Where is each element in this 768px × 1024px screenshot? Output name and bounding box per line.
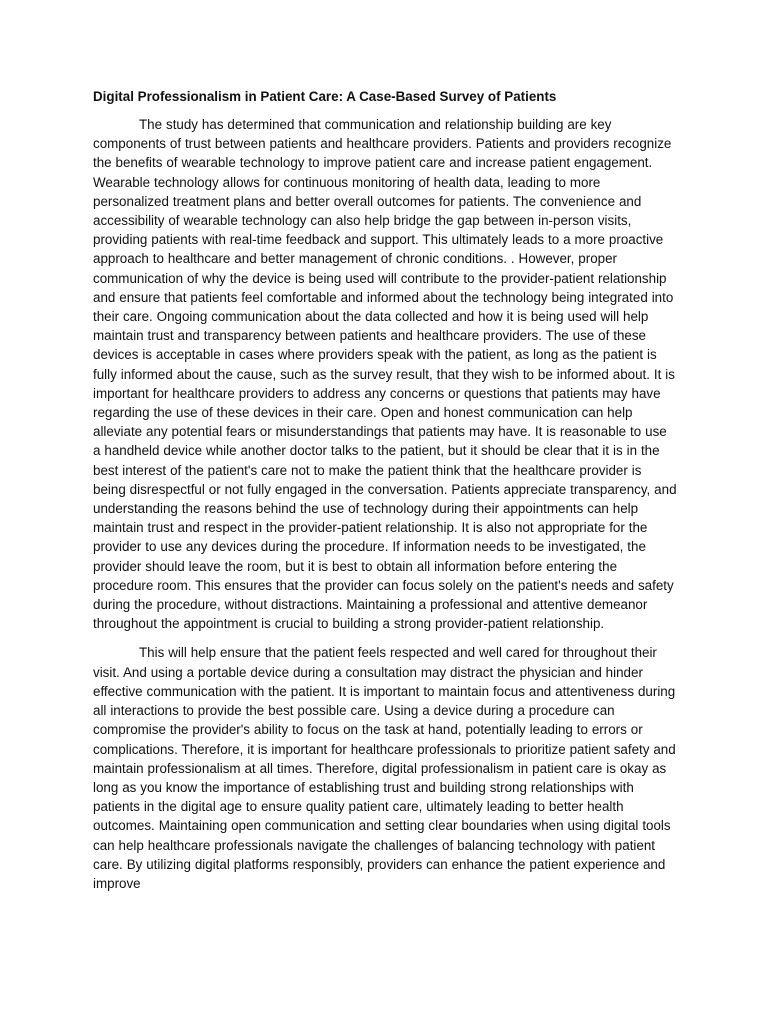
- body-paragraph-2: This will help ensure that the patient feels respected and well cared for throughout their visit. And using a portable device during a consultation may distract the physician and hinder effective communication with the patient. It is important to maintain focus and attentiveness during all interactions to provide the best possible care. Using a device during a procedure can compromise the provider's ability to focus on the task at hand, potentially leading to errors or complications. Therefore, it is important for healthcare professionals to prioritize patient safety and maintain professionalism at all times. Therefore, digital professionalism in patient care is okay as long as you know the importance of establishing trust and building strong relationships with patients in the digital age to ensure quality patient care, ultimately leading to better health outcomes. Maintaining open communication and setting clear boundaries when using digital tools can help healthcare professionals navigate the challenges of balancing technology with patient care. By utilizing digital platforms responsibly, providers can enhance the patient experience and improve: [93, 645, 676, 891]
- body-paragraph-1: The study has determined that communication and relationship building are key components of trust between patients and healthcare providers. Patients and providers recognize the benefits of wearable technology to improve patient care and increase patient engagement. Wearable technology allows for continuous monitoring of health data, leading to more personalized treatment plans and better overall outcomes for patients. The convenience and accessibility of wearable technology can also help bridge the gap between in-person visits, providing patients with real-time feedback and support. This ultimately leads to a more proactive approach to healthcare and better management of chronic conditions. . However, proper communication of why the device is being used will contribute to the provider-patient relationship and ensure that patients feel comfortable and informed about the technology being integrated into their care. Ongoing communication about the data collected and how it is being used will help maintain trust and transparency between patients and healthcare providers. The use of these devices is acceptable in cases where providers speak with the patient, as long as the patient is fully informed about the cause, such as the survey result, that they wish to be informed about. It is important for healthcare providers to address any concerns or questions that patients may have regarding the use of these devices in their care. Open and honest communication can help alleviate any potential fears or misunderstandings that patients may have. It is reasonable to use a handheld device while another doctor talks to the patient, but it should be clear that it is in the best interest of the patient's care not to make the patient think that the healthcare provider is being disrespectful or not fully engaged in the conversation. Patients appreciate transparency, and understanding the reasons behind the use of technology during their appointments can help maintain trust and respect in the provider-patient relationship. It is also not appropriate for the provider to use any devices during the procedure. If information needs to be investigated, the provider should leave the room, but it is best to obtain all information before entering the procedure room. This ensures that the provider can focus solely on the patient's needs and safety during the procedure, without distractions. Maintaining a professional and attentive demeanor throughout the appointment is crucial to building a strong provider-patient relationship.: [93, 117, 677, 632]
- document-title: Digital Professionalism in Patient Care: A Case-Based Survey of Patients: [93, 89, 557, 104]
- document-body: [93, 87, 678, 903]
